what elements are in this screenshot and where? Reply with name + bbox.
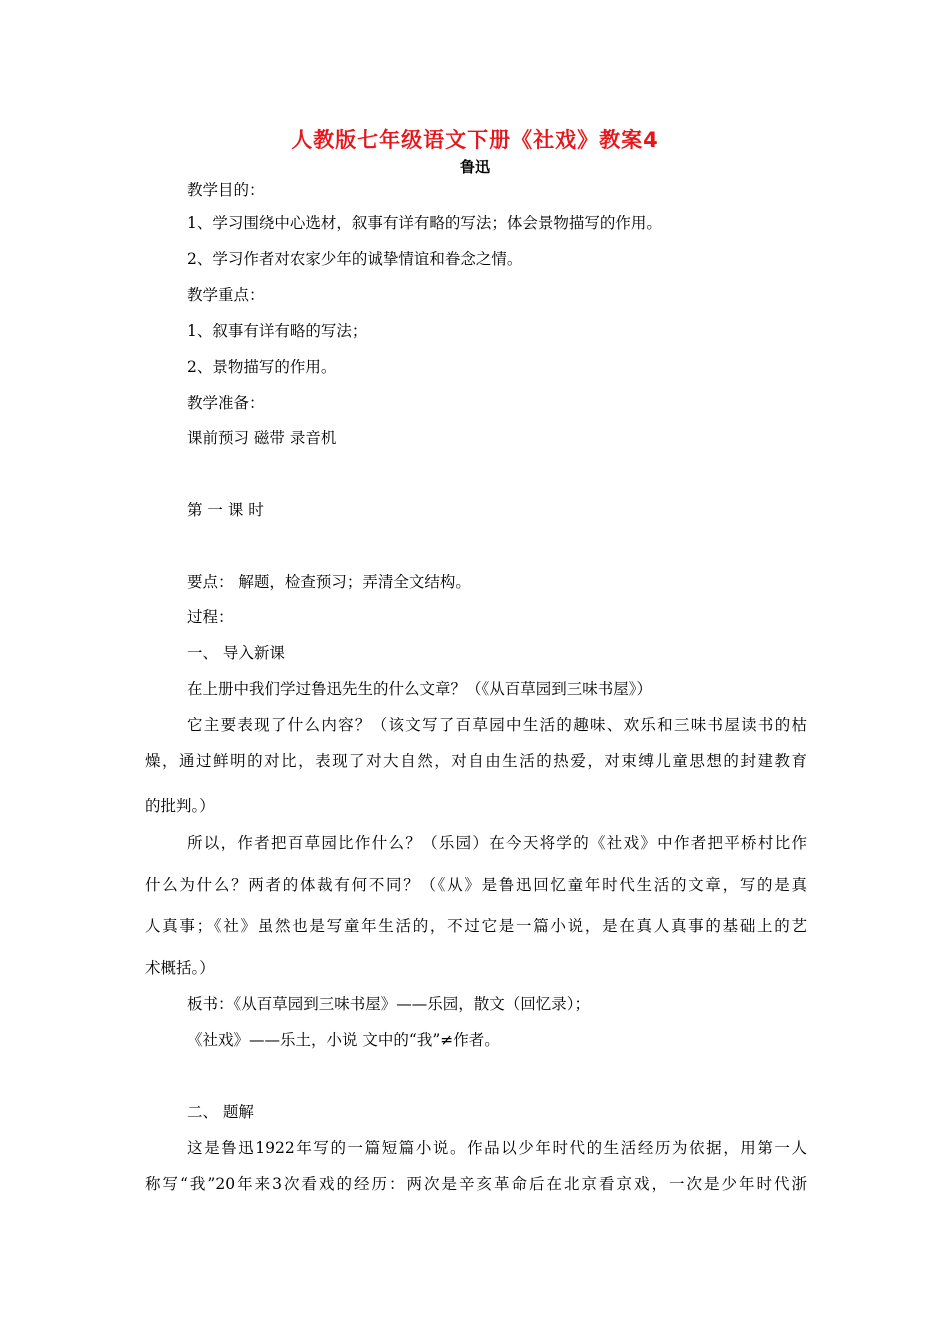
text-line: 过程： — [187, 608, 234, 626]
paragraph-line: 称写“我”20年来3次看戏的经历：两次是辛亥革命后在北京看京戏，一次是少年时代浙 — [145, 1175, 807, 1193]
text-line: 1、学习围绕中心选材，叙事有详有略的写法；体会景物描写的作用。 — [187, 214, 662, 232]
text-line: 《社戏》——乐土，小说 文中的“我”≠作者。 — [187, 1031, 500, 1049]
paragraph-line: 术概括。） — [145, 959, 215, 977]
section-heading: 一、 导入新课 — [187, 644, 285, 662]
text-line: 教学准备： — [187, 394, 265, 412]
text-line: 2、学习作者对农家少年的诚挚情谊和眷念之情。 — [187, 250, 523, 268]
text-line: 板书：《从百草园到三味书屋》——乐园，散文（回忆录）； — [187, 995, 591, 1013]
paragraph-line: 燥，通过鲜明的对比，表现了对大自然，对自由生活的热爱，对束缚儿童思想的封建教育 — [145, 752, 807, 770]
text-line: 在上册中我们学过鲁迅先生的什么文章？（《从百草园到三味书屋》） — [187, 680, 653, 698]
text-line: 2、景物描写的作用。 — [187, 358, 337, 376]
paragraph-line: 它主要表现了什么内容？（该文写了百草园中生活的趣味、欢乐和三味书屋读书的枯 — [187, 716, 807, 734]
paragraph-line: 什么为什么？两者的体裁有何不同？（《从》是鲁迅回忆童年时代生活的文章，写的是真 — [145, 876, 807, 894]
paragraph-line: 人真事；《社》虽然也是写童年生活的，不过它是一篇小说，是在真人真事的基础上的艺 — [145, 917, 807, 935]
paragraph-line: 所以，作者把百草园比作什么？（乐园）在今天将学的《社戏》中作者把平桥村比作 — [187, 834, 807, 852]
document-author: 鲁迅 — [459, 158, 490, 176]
text-line: 要点： 解题，检查预习；弄清全文结构。 — [187, 573, 471, 591]
text-line: 教学重点： — [187, 286, 265, 304]
text-line: 教学目的： — [187, 181, 265, 199]
paragraph-line: 这是鲁迅1922年写的一篇短篇小说。作品以少年时代的生活经历为依据，用第一人 — [187, 1139, 807, 1157]
text-line: 1、叙事有详有略的写法； — [187, 322, 368, 340]
section-heading: 二、 题解 — [187, 1103, 254, 1121]
document-title: 人教版七年级语文下册《社戏》教案4 — [291, 128, 659, 152]
paragraph-line: 的批判。） — [145, 797, 215, 815]
text-line: 课前预习 磁带 录音机 — [187, 429, 337, 447]
lesson-heading: 第 一 课 时 — [187, 501, 264, 519]
